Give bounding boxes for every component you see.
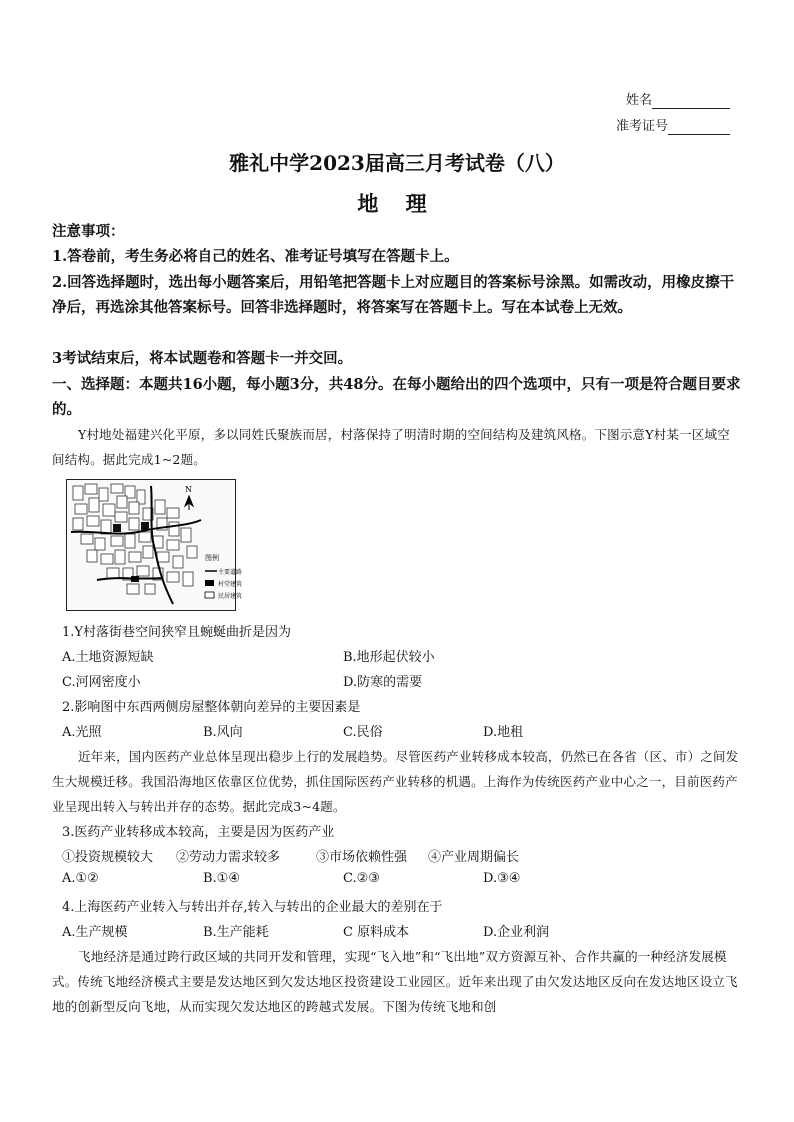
name-field <box>626 92 730 109</box>
q4-option-d[interactable]: D.企业利润 <box>483 925 550 940</box>
passage-3: 飞地经济是通过跨行政区域的共同开发和管理，实现“飞入地”和“飞出地”双方资源互补、合作共赢的一种经济发展模式。传统飞地经济模式主要是发达地区到欠发达地区投资建设工业园区。近年来出现了由欠发达地区反向在发达地区设立飞地的创新型反向飞地，从而实现欠发达地区的跨越式发展。下图为传统飞地和创 <box>52 949 738 1014</box>
q2-option-d[interactable]: D.地租 <box>483 725 524 740</box>
exam-id-label: 准考证号 <box>615 119 668 134</box>
question-1: 1.Y村落街巷空间狭窄且蜿蜒曲折是因为 <box>62 625 291 640</box>
notice-heading: 注意事项： <box>52 223 125 240</box>
q3-option-b[interactable]: B.①④ <box>203 871 240 886</box>
question-3: 3.医药产业转移成本较高，主要是因为医药产业 <box>62 825 335 840</box>
legend-road-label: 主要道路 <box>218 569 243 576</box>
subject-title: 地 理 <box>357 191 437 216</box>
q3-choice-3: ③市场依赖性强 <box>316 850 408 865</box>
village-map-drawing <box>67 480 243 610</box>
q3-option-a[interactable]: A.①② <box>62 871 99 886</box>
legend-title: 图例 <box>205 554 219 562</box>
q4-option-b[interactable]: B.生产能耗 <box>203 925 269 940</box>
legend-house-label: 民居建筑 <box>218 593 243 600</box>
notice-item-1: 1.答卷前，考生务必将自己的姓名、准考证号填写在答题卡上。 <box>52 248 459 265</box>
q3-choice-2: ②劳动力需求较多 <box>176 850 281 865</box>
name-label: 姓名 <box>625 93 652 108</box>
q4-option-c[interactable]: C 原料成本 <box>343 925 410 940</box>
q3-option-c[interactable]: C.②③ <box>343 871 380 886</box>
legend-house-swatch <box>205 592 214 598</box>
section-heading: 一、选择题：本题共16小题，每小题3分，共48分。在每小题给出的四个选项中，只有一项是符合题目要求的。 <box>52 376 741 418</box>
legend-hall-label: 村堂建筑 <box>218 581 243 588</box>
q1-option-d[interactable]: D.防寒的需要 <box>343 675 423 690</box>
q1-option-a[interactable]: A.土地资源短缺 <box>62 650 154 665</box>
q2-option-c[interactable]: C.民俗 <box>343 725 383 740</box>
passage-2: 近年来，国内医药产业总体呈现出稳步上行的发展趋势。尽管医药产业转移成本较高，仍然已在各省（区、市）之间发生大规模迁移。我国沿海地区依靠区位优势，抓住国际医药产业转移的机遇。上海作为传统医药产业中心之一，目前医药产业呈现出转入与转出并存的态势。据此完成3~4题。 <box>52 749 739 814</box>
north-arrow-label: N <box>185 485 192 494</box>
q2-option-b[interactable]: B.风向 <box>203 725 243 740</box>
notice-item-2: 2.回答选择题时，选出每小题答案后，用铅笔把答题卡上对应题目的答案标号涂黑。如需改动，用橡皮擦干净后，再选涂其他答案标号。回答非选择题时，将答案写在答题卡上。写在本试卷上无效。 <box>52 274 735 316</box>
q3-option-d[interactable]: D.③④ <box>483 871 521 886</box>
name-blank <box>652 92 730 109</box>
q1-option-b[interactable]: B.地形起伏较小 <box>343 650 435 665</box>
q1-option-c[interactable]: C.河网密度小 <box>62 675 141 690</box>
village-map <box>66 479 243 611</box>
exam-id-blank <box>668 118 730 135</box>
exam-title: 雅礼中学2023届高三月考试卷（八） <box>229 151 565 175</box>
q3-choice-1: ①投资规模较大 <box>62 850 154 865</box>
q2-option-a[interactable]: A.光照 <box>62 725 102 740</box>
q4-option-a[interactable]: A.生产规模 <box>62 925 128 940</box>
question-2: 2.影响图中东西两侧房屋整体朝向差异的主要因素是 <box>62 700 361 715</box>
q3-choice-4: ④产业周期偏长 <box>428 850 520 865</box>
notice-item-3: 3考试结束后，将本试题卷和答题卡一并交回。 <box>52 350 353 367</box>
passage-1: Y村地处福建兴化平原，多以同姓氏聚族而居，村落保持了明清时期的空间结构及建筑风格。下图示意Y村某一区域空间结构。据此完成1~2题。 <box>52 427 730 467</box>
exam-id-field <box>616 118 730 135</box>
legend-hall-swatch <box>205 580 214 586</box>
question-4: 4.上海医药产业转入与转出并存,转入与转出的企业最大的差别在于 <box>62 900 443 915</box>
